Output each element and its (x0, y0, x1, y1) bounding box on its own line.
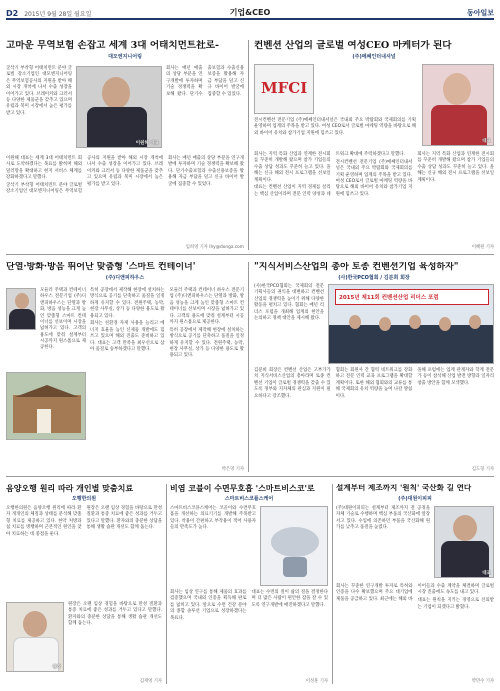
article-body-cont: 특히 공장에서 제작해 현장에 설치하는 방식으로 공기를 단축하고 품질을 일정하게 유지할 수 있다. 전원주택, 농막, 현장 사무실, 상가 등 다양한 용도로 활용되고 있다. 회사는 친환경 자재 사용을 늘리고 에너지 효율을 높인 신제품 개발에도 힘쓰고 있으며 해외 진출도 준비하고 있다. 대표는 고객 만족을 최우선으로 삼아 품질로 승부하겠다고 말했다. 모듈러 주택과 컨테이너 하우스 전문기업 (주)디앤피하우스는 단열과 방화, 방음 성능을 크게 높인 맞춤형 스마트 컨테이너를 선보이며 시장을 넓혀가고 있다. 고객의 용도에 맞춰 설계부터 시공까지 원스톱으로 제공한다. 특히 공장에서 제작해 현장에 설치하는 방식으로 공기를 단축하고 품질을 일정하게 유지할 수 있다. 전원주택, 농막, 현장 사무실, 상가 등 다양한 용도로 활용되고 있다. (90, 288, 244, 359)
headline: 단열·방화·방음 뛰어난 맞춤형 '스마트 컨테이너' (6, 262, 196, 272)
article-messe (254, 40, 494, 250)
byline: 김재영 기자 (139, 679, 162, 684)
headline: 비염 코블이 수면무호흡 '스마트비스코'로 (170, 484, 315, 493)
forum-banner-title: 2015년 제11회 컨벤션산업 리더스 포럼 (339, 295, 439, 301)
clinic-name: 오행한의원 (71, 496, 97, 503)
photo-caption: 원장 (52, 665, 61, 670)
issue-date: 2015년 9월 28일 월요일 (24, 11, 92, 18)
byline: 김도형 기자 (471, 467, 494, 472)
article-body-lower: 이원해 대표는 세계 3대 어태치먼트 회사로 도약하겠다는 목표를 밝히며 해외 딜러망을 확대하고 현지 서비스 체계를 강화하겠다고 말했다. 굴삭기 부착형 어태치먼트 분야 글로벌 강소기업인 대모엔지니어링은 무역보험공사의 지원을 받아 해외 시장 개척에 나서 수출 성장을 이어가고 있다. 브레이커와 크러셔 등 다양한 제품군을 갖추고 있으며 유럽과 북미 시장에서 높은 평가를 받고 있다. 회사는 매년 매출의 상당 부분을 연구개발에 투자하며 기술 경쟁력을 확보해 왔다. 단기수출보험과 수출신용보증을 활용해 자금 부담을 덜고 신규 바이어 발굴에 집중할 수 있었다. (6, 156, 244, 195)
ceo-photo (6, 288, 36, 330)
article-body: (사)한국PCO협회는 국제회의 전문기획사들의 권익을 대변하고 컨벤션 산업의 경쟁력을 높이기 위해 다양한 활동을 펼치고 있다. 협회는 매년 리더스 포럼을 개최해 업계의 현안을 논의하고 정책 대안을 제시해 왔다. (254, 284, 324, 321)
ceo-photo (76, 66, 162, 148)
article-body-cont: 회사는 매년 매출의 상당 부분을 연구개발에 투자하며 기술 경쟁력을 확보해 왔다. 단기수출보험과 수출신용보증을 활용해 자금 부담을 덜고 신규 바이어 발굴에 집중할 수 있었다. (166, 66, 244, 97)
ceo-photo (434, 506, 494, 578)
doctor-photo (6, 602, 64, 672)
company-name: (주)디앤피하우스 (105, 275, 145, 282)
article-kpco (254, 262, 494, 472)
container-house-photo (6, 372, 86, 440)
article-smartvisco (170, 484, 328, 684)
article-dnp (6, 262, 244, 472)
product-photo (260, 506, 328, 586)
headline: "지식서비스산업의 총아 토종 컨벤션기업 육성하자" (254, 262, 459, 272)
company-name: (주)대원이피피 (398, 495, 432, 502)
forum-photo (328, 284, 494, 364)
byline: 이혜원 기자 (471, 245, 494, 250)
organization-name: (사)한국PCO협회 / 김분희 회장 (338, 275, 410, 282)
headline: 음양오행 원리 따라 개인별 맞춤치료 (6, 484, 134, 493)
article-body: 모듈러 주택과 컨테이너 하우스 전문기업 (주)디앤피하우스는 단열과 방화, 방음 성능을 크게 높인 맞춤형 스마트 컨테이너를 선보이며 시장을 넓혀가고 있다. 고객의 용도에 맞춰 설계부터 시공까지 원스톱으로 제공한다. (40, 288, 86, 351)
ceo-photo (422, 64, 494, 146)
article-daemo (6, 40, 244, 250)
article-body-cont: 회사는 꾸준한 연구개발 투자로 특허와 인증을 다수 확보했으며 주요 대기업에 제품을 공급하고 있다. 최근에는 해외 바이어들과 수출 계약을 체결하며 글로벌 시장 진출에도 속도를 내고 있다. 대표는 원칙을 지키는 경영으로 신뢰받는 기업이 되겠다고 밝혔다. (336, 584, 494, 610)
photo-caption: 대표 (482, 139, 491, 144)
newspaper-name: 동아일보 (466, 9, 494, 17)
company-name: 스마트비스코플스케어 (224, 496, 274, 503)
article-body: 오행한의원은 음양오행 원리에 따라 환자 개개인의 체질과 상태를 분석해 맞춤형 치료를 제공하고 있다. 한약 처방과 침 치료를 병행하며 근본적인 원인을 찾아 치료하는 데 중점을 둔다. 원장은 오랜 임상 경험을 바탕으로 만성 질환과 통증 치료에 좋은 성과를 거두고 있다고 말했다. 환자와의 충분한 상담을 통해 생활 습관 개선도 함께 돕는다. (6, 506, 162, 537)
byline: 이성훈 기자 (305, 679, 328, 684)
byline: 박은영 기자 (221, 467, 244, 472)
article-body: 전시컨벤션 전문기업 (주)메쎄인터내셔널은 국내외 주요 박람회와 국제회의를 기획 운영하며 업계의 주목을 받고 있다. 여성 CEO로서 글로벌 마케팅 역량을 바탕으로 해외 바이어 유치와 참가기업 지원에 힘쓰고 있다. (254, 118, 416, 136)
headline: 고마운 무역보험 손잡고 세계 3대 어태치먼트社로- (6, 40, 220, 51)
article-body: 굴삭기 부착형 어태치먼트 분야 글로벌 강소기업인 대모엔지니어링은 무역보험공사의 지원을 받아 해외 시장 개척에 나서 수출 성장을 이어가고 있다. 브레이커와 크러셔 등 다양한 제품군을 갖추고 있으며 유럽과 북미 시장에서 높은 평가를 받고 있다. (6, 66, 72, 116)
article-ohaeng (6, 484, 162, 684)
article-body-cont: 원장은 오랜 임상 경험을 바탕으로 만성 질환과 통증 치료에 좋은 성과를 거두고 있다고 말했다. 환자와의 충분한 상담을 통해 생활 습관 개선도 함께 돕는다. (68, 602, 162, 627)
article-body: 스마트비스코플스케어는 코골이와 수면무호흡을 개선하는 의료기기를 개발해 주목받고 있다. 착용이 간편하고 부작용이 적어 사용자들의 만족도가 높다. (170, 506, 256, 531)
page-number: D2 (6, 9, 19, 18)
company-logo (254, 64, 314, 114)
headline: 컨벤션 산업의 글로벌 여성CEO 마케터가 된다 (254, 40, 452, 51)
photo-caption: 대표 (482, 571, 491, 576)
article-body-cont: 회사는 임상 연구를 통해 제품의 효과를 검증했으며 국내외 인증을 획득해 판로를 넓히고 있다. 앞으로 수면 건강 분야의 종합 솔루션 기업으로 성장하겠다는 목표다. 대표는 수면의 질이 삶의 질을 결정한다며 더 많은 사람이 편안한 잠을 잘 수 있도록 연구개발에 매진하겠다고 말했다. (170, 590, 328, 621)
masthead (6, 6, 494, 20)
byline: 임희영 기자 lhy@donga.com (185, 245, 244, 250)
company-name: (주)메쎄인터내셔널 (352, 54, 396, 61)
company-name: 대모엔지니어링 (108, 54, 142, 61)
photo-caption: 이원해 대표 (135, 141, 159, 146)
article-body: (주)대원이피피는 설계부터 제조까지 전 공정을 자체 기술로 수행하며 핵심 부품의 국산화에 앞장서고 있다. 수입에 의존하던 부품을 국산화해 원가를 낮추고 품질을 높였다. (336, 506, 430, 531)
logo-text: MFCI (261, 79, 308, 97)
article-daewon (336, 484, 494, 684)
article-body-cont: 김분희 회장은 컨벤션 산업은 고부가가치 지식서비스산업의 총아라며 토종 컨벤션 기업이 글로벌 경쟁력을 갖출 수 있도록 정부와 지자체의 관심과 지원이 필요하다고 강조했다. 협회는 회원사 간 협력 네트워크를 강화하고 전문 인력 교육 프로그램을 확대할 계획이다. 또한 해외 협회와의 교류를 통해 국제회의 유치 역량을 높여 나갈 방침이다. 올해 포럼에는 업계 관계자와 학계 전문가 등이 참석해 산업 발전 방향과 일자리 창출 방안을 함께 모색했다. (254, 368, 494, 399)
headline: 설계부터 제조까지 '원칙' 국산화 길 연다 (336, 484, 472, 492)
article-body-cont: 회사는 지역 특화 산업과 연계한 전시회를 꾸준히 개발해 왔으며 참가 기업들의 수출 상담 성과도 꾸준히 늘고 있다. 올해는 신규 해외 전시 프로그램을 선보일 계획이다. 대표는 컨벤션 산업이 지역 경제를 살리는 핵심 산업이라며 전문 인력 양성과 네트워크 확대에 주력하겠다고 말했다. 전시컨벤션 전문기업 (주)메쎄인터내셔널은 국내외 주요 박람회와 국제회의를 기획 운영하며 업계의 주목을 받고 있다. 여성 CEO로서 글로벌 마케팅 역량을 바탕으로 해외 바이어 유치와 참가기업 지원에 힘쓰고 있다. 회사는 지역 특화 산업과 연계한 전시회를 꾸준히 개발해 왔으며 참가 기업들의 수출 상담 성과도 꾸준히 늘고 있다. 올해는 신규 해외 전시 프로그램을 선보일 계획이다. (254, 152, 494, 197)
byline: 박민수 기자 (471, 679, 494, 684)
section-title: 기업&CEO (229, 8, 271, 17)
